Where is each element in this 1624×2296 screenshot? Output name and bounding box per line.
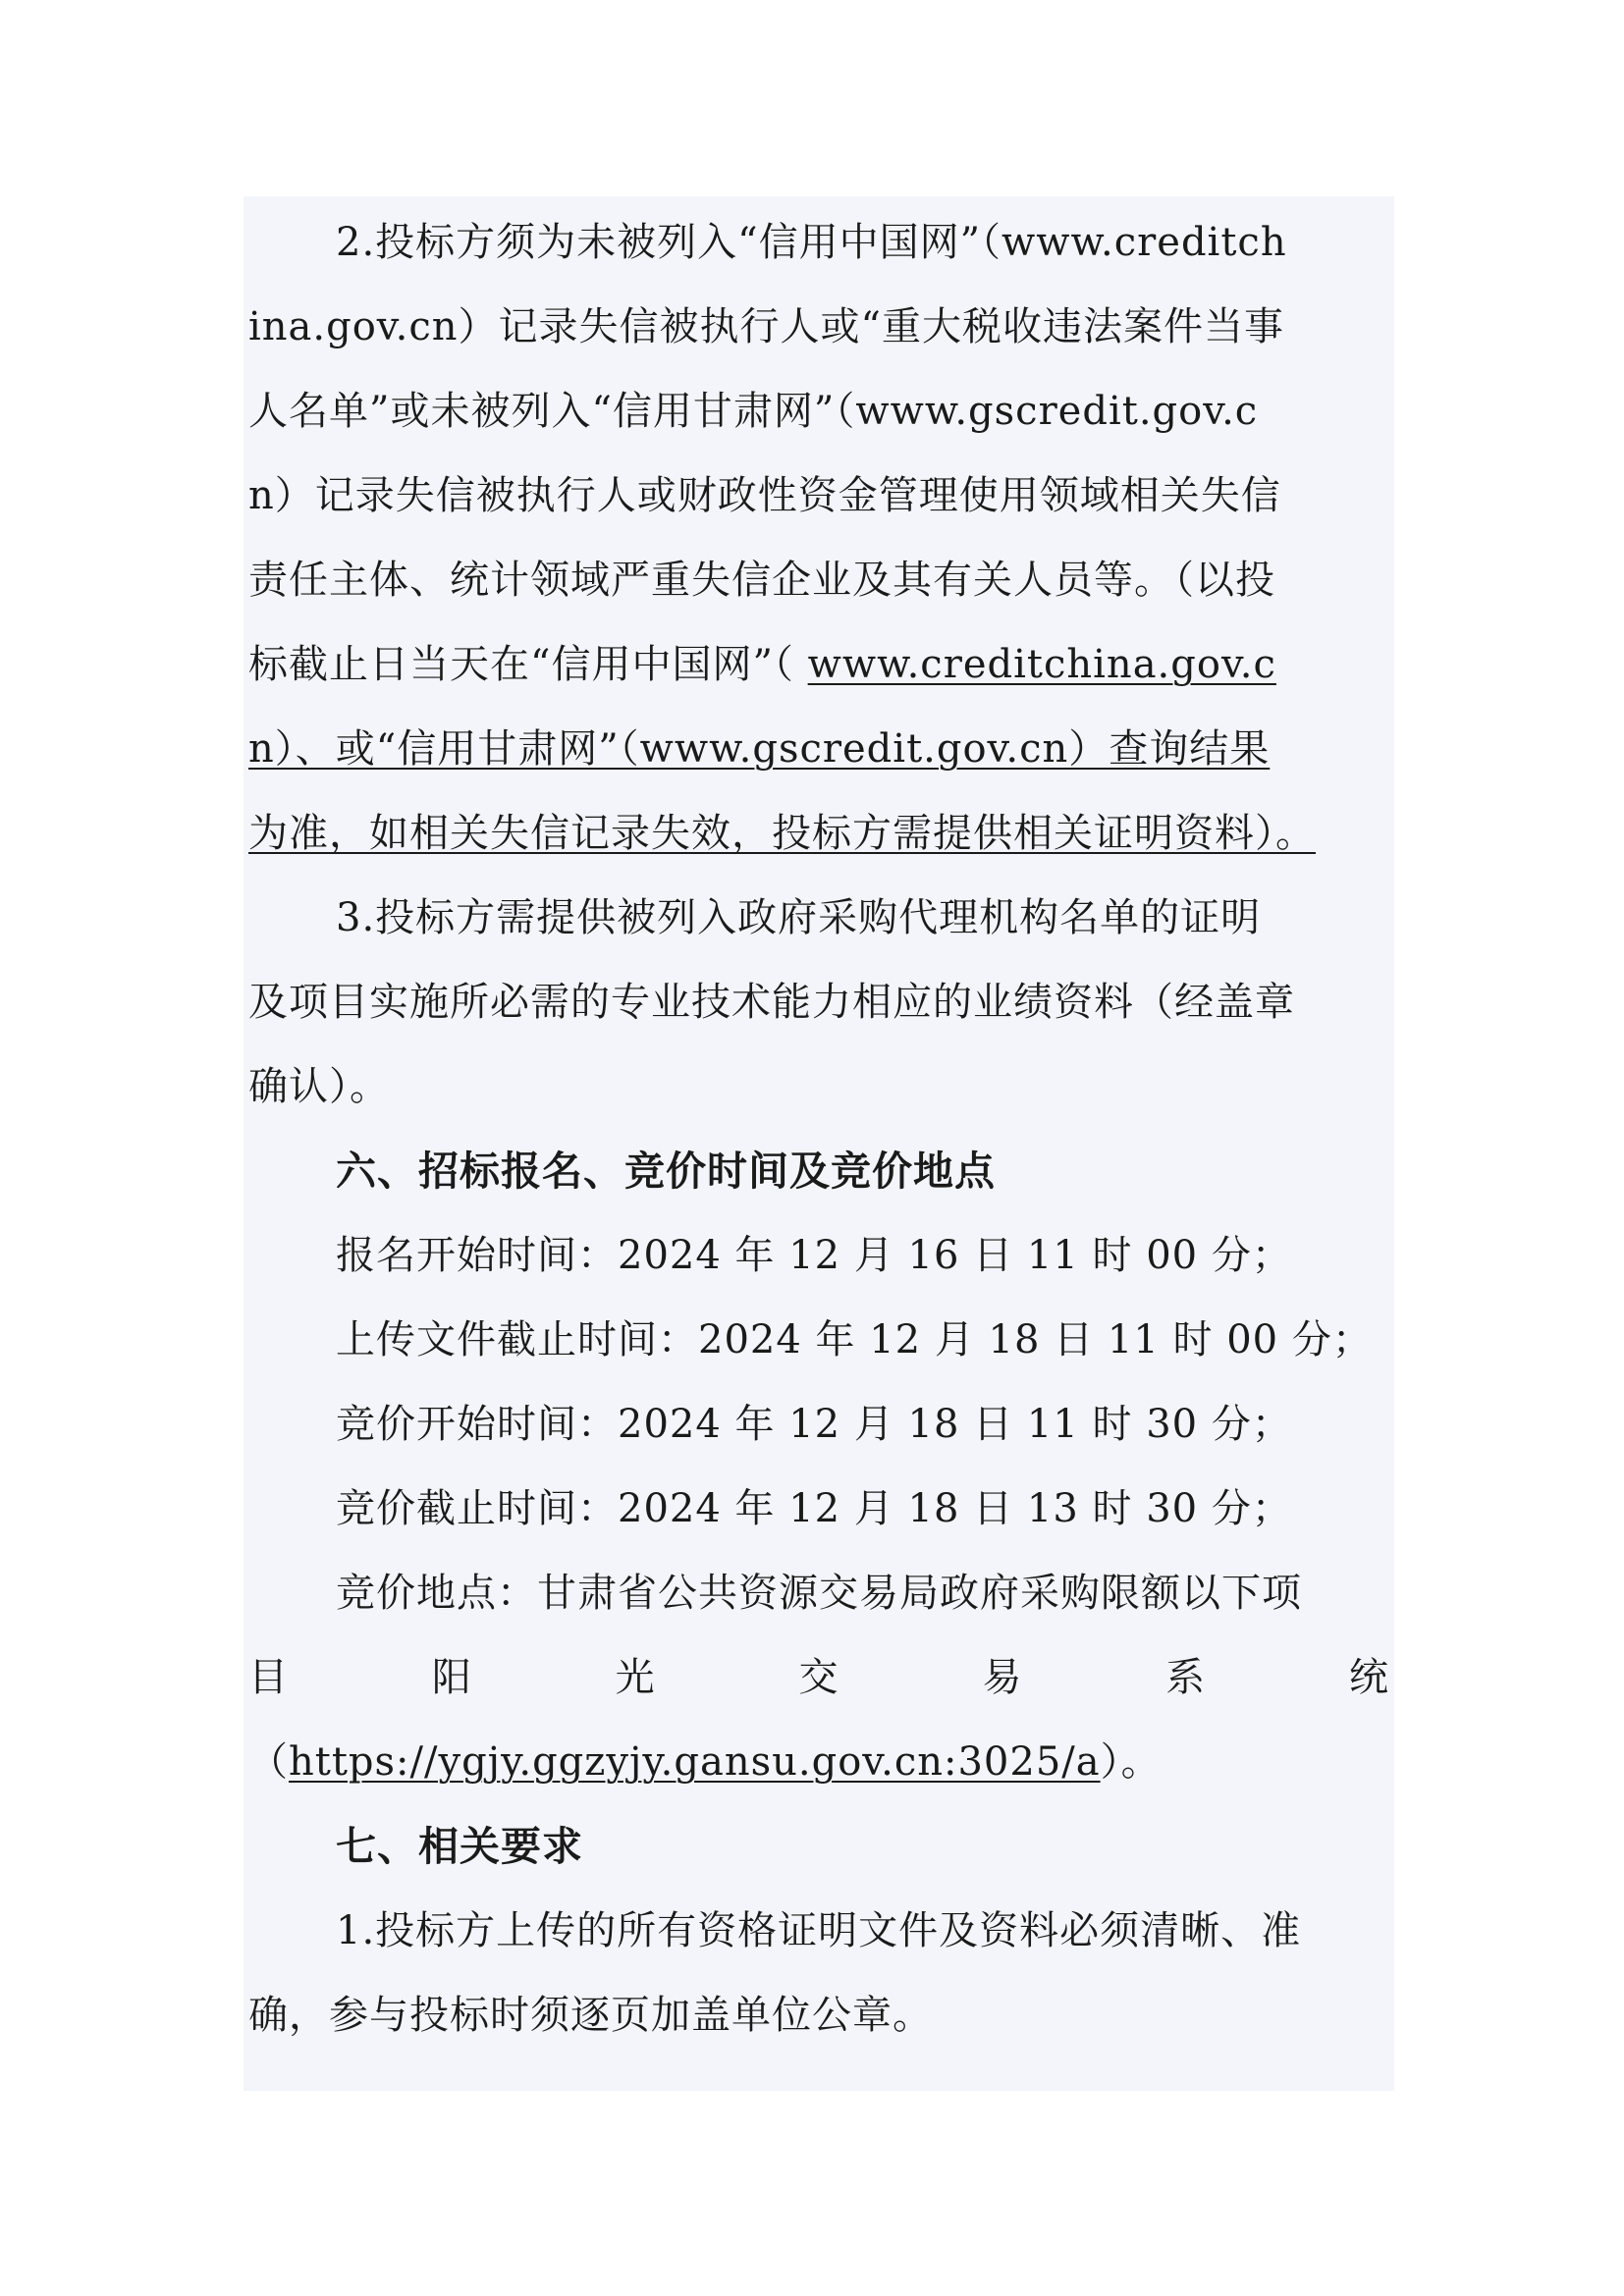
bid-location-line-3: [248, 1733, 1389, 1791]
spread-char: 光: [615, 1655, 656, 1700]
trading-system-link[interactable]: https://ygjy.ggzyjy.gansu.gov.cn:3025/a: [289, 1739, 1101, 1785]
para2-line-6: [248, 635, 1389, 694]
bid-location-line-2: [248, 1648, 1389, 1707]
para2-line-7: n）、或“信用甘肃网”（www.gscredit.gov.cn）查询结果: [248, 726, 1271, 772]
bid-start-time: 竞价开始时间：2024 年 12 月 18 日 11 时 30 分；: [336, 1402, 1292, 1447]
para2-line-6-prefix: 标截止日当天在“信用中国网”（: [248, 642, 808, 687]
bid-location-line-1: 竞价地点：甘肃省公共资源交易局政府采购限额以下项: [336, 1571, 1302, 1616]
section7-item1-line-1: 1.投标方上传的所有资格证明文件及资料必须清晰、准: [336, 1908, 1302, 1953]
spread-char: 交: [798, 1655, 839, 1700]
spread-char: 易: [982, 1655, 1023, 1700]
para2-line-4: n）记录失信被执行人或财政性资金管理使用领域相关失信: [248, 473, 1281, 518]
section7-item1-line-2: 确，参与投标时须逐页加盖单位公章。: [248, 1993, 933, 2038]
para3-line-1: 3.投标方需提供被列入政府采购代理机构名单的证明: [336, 895, 1262, 940]
section7-heading: 七、相关要求: [336, 1823, 583, 1870]
spread-char: 阳: [431, 1655, 472, 1700]
para2-line-8: 为准，如相关失信记录失效，投标方需提供相关证明资料）。: [248, 811, 1316, 856]
para2-line-2: ina.gov.cn）记录失信被执行人或“重大税收违法案件当事: [248, 304, 1284, 349]
bid-end-time: 竞价截止时间：2024 年 12 月 18 日 13 时 30 分；: [336, 1486, 1292, 1531]
para2-line-3: 人名单”或未被列入“信用甘肃网”（www.gscredit.gov.c: [248, 389, 1259, 434]
url-open-paren: （: [248, 1739, 289, 1785]
url-close-paren: ）。: [1100, 1739, 1162, 1785]
para2-line-5: 责任主体、统计领域严重失信企业及其有关人员等。（以投: [248, 558, 1275, 603]
para3-line-2: 及项目实施所必需的专业技术能力相应的业绩资料（经盖章: [248, 980, 1295, 1025]
upload-deadline-time: 上传文件截止时间：2024 年 12 月 18 日 11 时 00 分；: [336, 1317, 1373, 1362]
spread-char: 统: [1348, 1655, 1389, 1700]
spread-char: 系: [1165, 1655, 1207, 1700]
para3-line-3: 确认）。: [248, 1064, 390, 1109]
signup-start-time: 报名开始时间：2024 年 12 月 16 日 11 时 00 分；: [336, 1233, 1292, 1278]
creditchina-link[interactable]: www.creditchina.gov.c: [807, 642, 1276, 687]
spread-char: 目: [248, 1655, 289, 1700]
para2-line-1: 2.投标方须为未被列入“信用中国网”（www.creditch: [336, 220, 1287, 265]
section6-heading: 六、招标报名、竞价时间及竞价地点: [336, 1148, 996, 1195]
